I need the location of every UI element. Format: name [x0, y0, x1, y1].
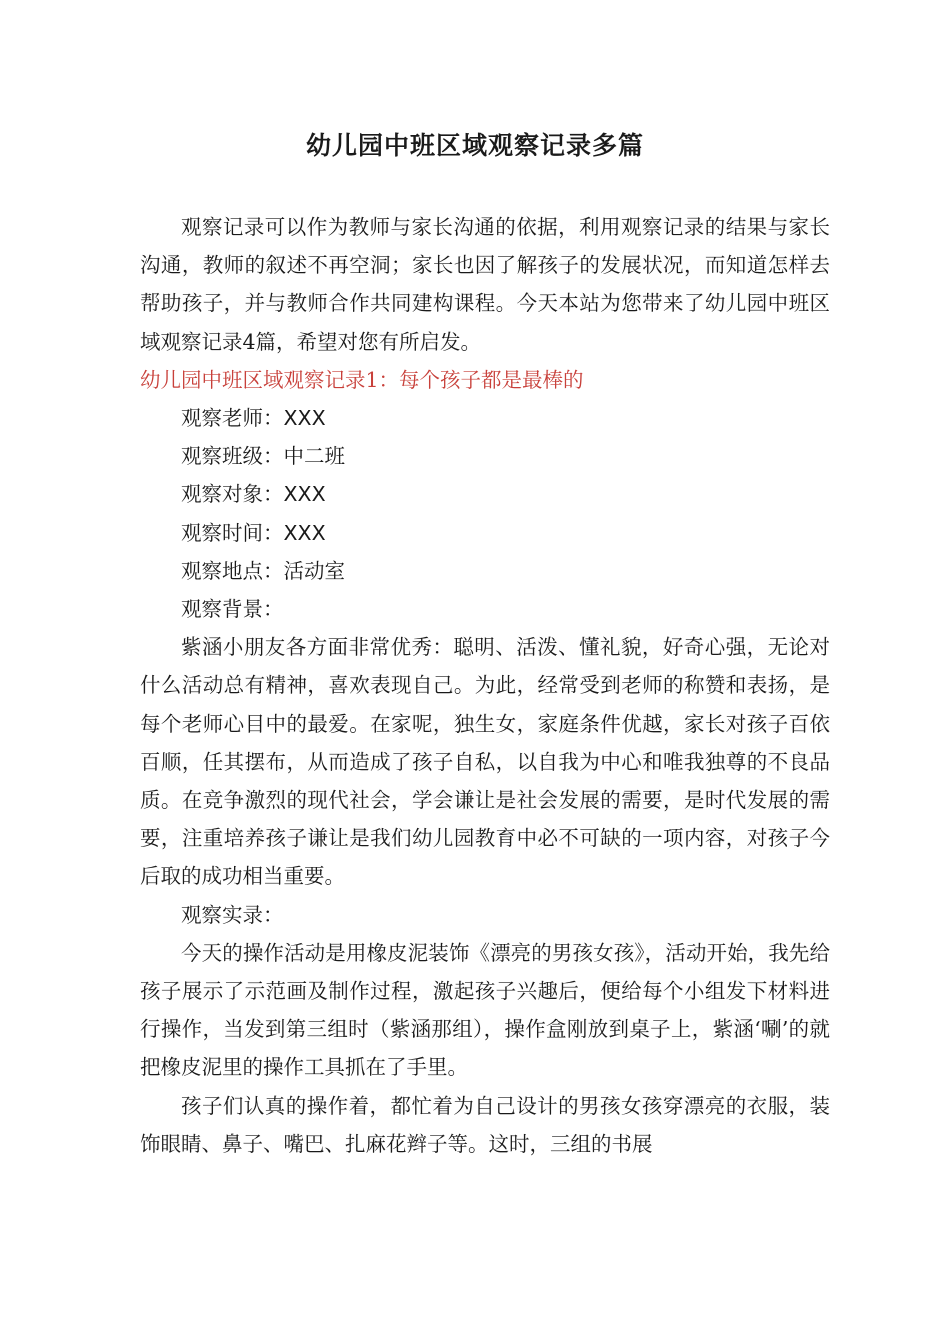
record-paragraph-1: 今天的操作活动是用橡皮泥装饰《漂亮的男孩女孩》，活动开始，我先给孩子展示了示范画及制作过程，激起孩子兴趣后，便给每个小组发下材料进行操作，当发到第三组时（紫涵那组），操作盒刚放到桌子上，紫涵‘唰’的就把橡皮泥里的操作工具抓在了手里。	[140, 940, 830, 1080]
field-value: XXX	[283, 406, 326, 431]
section-heading: 幼儿园中班区域观察记录1：每个孩子都是最棒的	[140, 367, 584, 392]
document-title: 幼儿园中班区域观察记录多篇	[305, 131, 644, 160]
field-label: 观察对象：	[181, 482, 284, 507]
field-label: 观察时间：	[181, 520, 284, 545]
field-value: 活动室	[283, 558, 345, 583]
field-location	[140, 552, 830, 590]
record-paragraph-2: 孩子们认真的操作着，都忙着为自己设计的男孩女孩穿漂亮的衣服，装饰眼睛、鼻子、嘴巴、扎麻花辫子等。这时，三组的书展	[140, 1093, 830, 1156]
background-paragraph: 紫涵小朋友各方面非常优秀：聪明、活泼、懂礼貌，好奇心强，无论对什么活动总有精神，喜欢表现自己。为此，经常受到老师的称赞和表扬，是每个老师心目中的最爱。在家呢，独生女，家庭条件优越，家长对孩子百依百顺，任其摆布，从而造成了孩子自私，以自我为中心和唯我独尊的不良品质。在竞争激烈的现代社会，学会谦让是社会发展的需要，是时代发展的需要，注重培养孩子谦让是我们幼儿园教育中必不可缺的一项内容，对孩子今后取的成功相当重要。	[140, 635, 830, 889]
field-value: XXX	[283, 520, 326, 545]
field-label: 观察地点：	[181, 558, 284, 583]
field-label: 观察班级：	[181, 444, 284, 469]
field-value: XXX	[283, 482, 326, 507]
field-time	[140, 514, 830, 552]
field-background	[140, 590, 830, 628]
field-label: 观察老师：	[181, 406, 284, 431]
record-label: 观察实录：	[181, 902, 284, 927]
field-label: 观察背景：	[181, 597, 284, 622]
field-observer	[140, 399, 830, 437]
field-class	[140, 437, 830, 475]
field-value: 中二班	[283, 444, 345, 469]
document-body	[140, 208, 830, 1163]
intro-paragraph: 观察记录可以作为教师与家长沟通的依据，利用观察记录的结果与家长沟通，教师的叙述不再空洞；家长也因了解孩子的发展状况，而知道怎样去帮助孩子，并与教师合作共同建构课程。今天本站为您带来了幼儿园中班区域观察记录4篇，希望对您有所启发。	[140, 215, 830, 354]
field-subject	[140, 475, 830, 513]
